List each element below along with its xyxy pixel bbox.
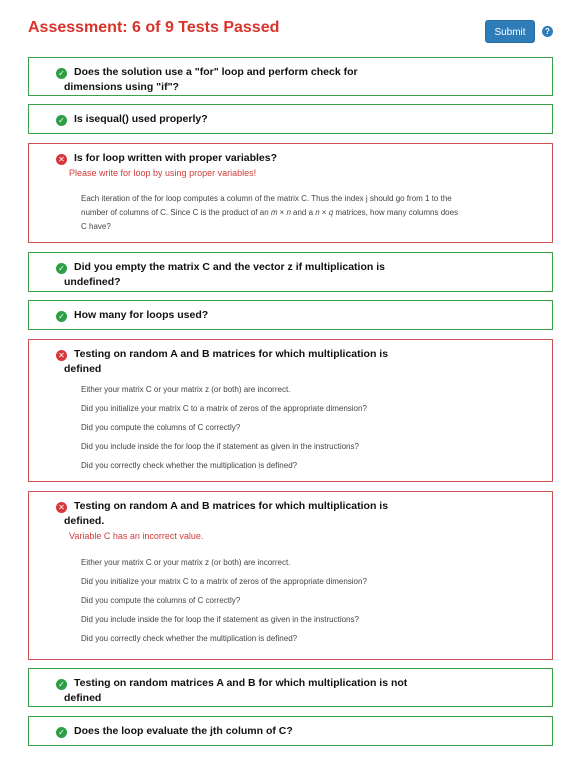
help-icon[interactable]: ? [542,26,553,37]
hint-item: Did you correctly check whether the multiplication is defined? [81,461,298,470]
test-title[interactable]: ✓ Is isequal() used properly? [29,112,552,127]
hint-item: Did you initialize your matrix C to a matrix of zeros of the appropriate dimension? [81,577,367,586]
hint-item: Did you compute the columns of C correctly? [81,423,241,432]
check-icon: ✓ [56,68,67,79]
test-result-card [28,143,553,243]
hint-item: Did you include inside the for loop the if statement as given in the instructions? [81,615,359,624]
hint-item: Did you include inside the for loop the if statement as given in the instructions? [81,442,359,451]
test-result-card [28,300,553,330]
submit-button[interactable]: Submit [485,20,535,43]
hint-item: Did you correctly check whether the multiplication is defined? [81,634,298,643]
assessment-title: Assessment: 6 of 9 Tests Passed [28,19,280,36]
test-result-card [28,252,553,292]
test-title[interactable]: ✕ Testing on random A and B matrices for which multiplication is defined. [29,499,552,529]
test-title[interactable]: ✓ How many for loops used? [29,308,552,323]
test-result-card [28,57,553,96]
test-result-card [28,339,553,482]
hint-item: Either your matrix C or your matrix z (or both) are incorrect. [81,558,291,567]
test-result-card [28,104,553,134]
test-title[interactable]: ✓ Does the loop evaluate the jth column of C? [29,724,552,739]
feedback-note: Each iteration of the for loop computes a column of the matrix C. Thus the index j should go from 1 to the number of columns of C. Since C is the product of an 𝑚 × 𝑛 and a 𝑛 × 𝑞 matrices, how many columns does C have? [81,194,459,231]
test-title[interactable]: ✓ Does the solution use a "for" loop and perform check for dimensions using "if"? [29,65,552,95]
error-icon: ✕ [56,350,67,361]
test-title[interactable]: ✕ Testing on random A and B matrices for which multiplication is defined [29,347,552,377]
error-message: Please write for loop by using proper variables! [69,168,257,178]
hint-item: Did you compute the columns of C correctly? [81,596,241,605]
check-icon: ✓ [56,263,67,274]
hint-item: Either your matrix C or your matrix z (or both) are incorrect. [81,385,291,394]
test-title[interactable]: ✓ Did you empty the matrix C and the vector z if multiplication is undefined? [29,260,552,290]
error-icon: ✕ [56,502,67,513]
error-icon: ✕ [56,154,67,165]
test-result-card [28,668,553,707]
test-title[interactable]: ✓ Testing on random matrices A and B for which multiplication is not defined [29,676,552,706]
assessment-header [0,0,576,56]
check-icon: ✓ [56,115,67,126]
test-title[interactable]: ✕ Is for loop written with proper variables? [29,151,552,166]
hint-item: Did you initialize your matrix C to a matrix of zeros of the appropriate dimension? [81,404,367,413]
test-result-card [28,716,553,746]
test-result-card [28,491,553,660]
check-icon: ✓ [56,311,67,322]
check-icon: ✓ [56,679,67,690]
check-icon: ✓ [56,727,67,738]
error-message: Variable C has an incorrect value. [69,531,204,541]
